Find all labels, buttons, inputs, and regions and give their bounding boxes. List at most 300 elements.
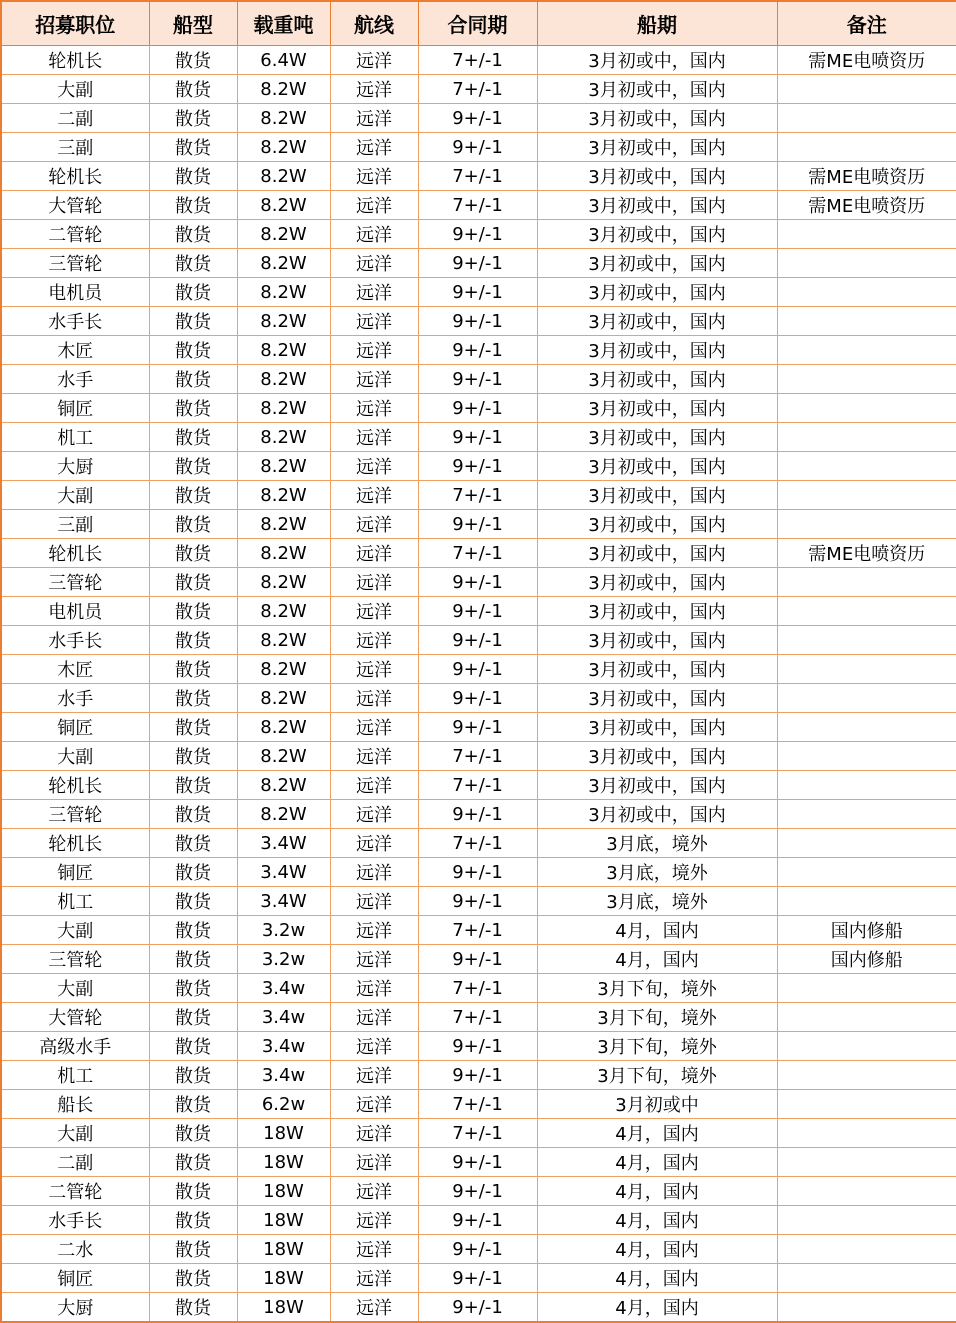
cell-schedule: 4月，国内: [537, 1293, 777, 1323]
cell-schedule: 3月下旬，境外: [537, 1003, 777, 1032]
table-row: [1, 1206, 956, 1235]
table-row: [1, 1003, 956, 1032]
cell-remark: [777, 133, 956, 162]
cell-route: 远洋: [330, 481, 418, 510]
cell-contract: 9+/-1: [418, 1148, 537, 1177]
cell-ship-type: 散货: [149, 1061, 237, 1090]
table-row: [1, 539, 956, 568]
cell-ship-type: 散货: [149, 1206, 237, 1235]
header-row: [1, 1, 956, 46]
cell-position: 二管轮: [1, 220, 149, 249]
header-dwt: 载重吨: [237, 1, 330, 46]
cell-ship-type: 散货: [149, 1090, 237, 1119]
cell-ship-type: 散货: [149, 829, 237, 858]
table-row: [1, 220, 956, 249]
cell-position: 轮机长: [1, 829, 149, 858]
cell-ship-type: 散货: [149, 800, 237, 829]
cell-ship-type: 散货: [149, 249, 237, 278]
cell-remark: [777, 1177, 956, 1206]
cell-route: 远洋: [330, 365, 418, 394]
cell-route: 远洋: [330, 133, 418, 162]
cell-dwt: 8.2W: [237, 481, 330, 510]
cell-schedule: 4月，国内: [537, 916, 777, 945]
cell-schedule: 3月下旬，境外: [537, 1032, 777, 1061]
table-row: [1, 249, 956, 278]
cell-dwt: 3.2w: [237, 945, 330, 974]
table-row: [1, 684, 956, 713]
cell-contract: 9+/-1: [418, 1235, 537, 1264]
table-row: [1, 887, 956, 916]
cell-remark: [777, 974, 956, 1003]
cell-position: 三副: [1, 133, 149, 162]
cell-schedule: 3月初或中: [537, 1090, 777, 1119]
cell-remark: [777, 1293, 956, 1323]
cell-ship-type: 散货: [149, 220, 237, 249]
cell-position: 机工: [1, 423, 149, 452]
cell-remark: 国内修船: [777, 945, 956, 974]
cell-route: 远洋: [330, 75, 418, 104]
cell-remark: [777, 742, 956, 771]
cell-position: 二副: [1, 104, 149, 133]
cell-dwt: 8.2W: [237, 249, 330, 278]
cell-ship-type: 散货: [149, 481, 237, 510]
header-route: 航线: [330, 1, 418, 46]
cell-ship-type: 散货: [149, 162, 237, 191]
cell-remark: [777, 423, 956, 452]
cell-dwt: 8.2W: [237, 75, 330, 104]
cell-schedule: 3月初或中，国内: [537, 249, 777, 278]
cell-schedule: 3月初或中，国内: [537, 742, 777, 771]
cell-route: 远洋: [330, 1235, 418, 1264]
cell-remark: [777, 1119, 956, 1148]
cell-schedule: 3月初或中，国内: [537, 133, 777, 162]
cell-remark: [777, 1032, 956, 1061]
cell-contract: 9+/-1: [418, 655, 537, 684]
cell-remark: [777, 336, 956, 365]
table-row: [1, 858, 956, 887]
cell-schedule: 3月初或中，国内: [537, 568, 777, 597]
cell-dwt: 8.2W: [237, 684, 330, 713]
table-row: [1, 974, 956, 1003]
header-contract: 合同期: [418, 1, 537, 46]
table-row: [1, 46, 956, 75]
cell-contract: 7+/-1: [418, 46, 537, 75]
cell-ship-type: 散货: [149, 46, 237, 75]
cell-ship-type: 散货: [149, 104, 237, 133]
cell-dwt: 8.2W: [237, 626, 330, 655]
cell-route: 远洋: [330, 510, 418, 539]
table-row: [1, 800, 956, 829]
cell-route: 远洋: [330, 800, 418, 829]
cell-contract: 9+/-1: [418, 423, 537, 452]
cell-ship-type: 散货: [149, 133, 237, 162]
cell-schedule: 3月初或中，国内: [537, 597, 777, 626]
cell-remark: [777, 771, 956, 800]
cell-schedule: 4月，国内: [537, 1148, 777, 1177]
cell-schedule: 3月初或中，国内: [537, 423, 777, 452]
cell-dwt: 6.2w: [237, 1090, 330, 1119]
cell-schedule: 3月初或中，国内: [537, 104, 777, 133]
cell-route: 远洋: [330, 1293, 418, 1323]
cell-dwt: 8.2W: [237, 800, 330, 829]
table-row: [1, 510, 956, 539]
cell-ship-type: 散货: [149, 1235, 237, 1264]
cell-ship-type: 散货: [149, 365, 237, 394]
cell-remark: [777, 1148, 956, 1177]
cell-dwt: 3.4W: [237, 858, 330, 887]
cell-position: 三副: [1, 510, 149, 539]
cell-position: 大管轮: [1, 1003, 149, 1032]
cell-ship-type: 散货: [149, 510, 237, 539]
table-row: [1, 133, 956, 162]
cell-contract: 9+/-1: [418, 452, 537, 481]
cell-route: 远洋: [330, 655, 418, 684]
cell-schedule: 3月初或中，国内: [537, 713, 777, 742]
table-row: [1, 75, 956, 104]
cell-position: 铜匠: [1, 394, 149, 423]
table-row: [1, 655, 956, 684]
cell-dwt: 8.2W: [237, 365, 330, 394]
cell-contract: 7+/-1: [418, 481, 537, 510]
cell-schedule: 4月，国内: [537, 1264, 777, 1293]
cell-position: 高级水手: [1, 1032, 149, 1061]
cell-position: 铜匠: [1, 1264, 149, 1293]
cell-remark: [777, 1264, 956, 1293]
cell-ship-type: 散货: [149, 1177, 237, 1206]
cell-route: 远洋: [330, 887, 418, 916]
cell-position: 三管轮: [1, 568, 149, 597]
cell-schedule: 4月，国内: [537, 1119, 777, 1148]
cell-position: 二副: [1, 1148, 149, 1177]
cell-route: 远洋: [330, 771, 418, 800]
table-row: [1, 423, 956, 452]
cell-route: 远洋: [330, 568, 418, 597]
cell-position: 大副: [1, 742, 149, 771]
cell-dwt: 8.2W: [237, 539, 330, 568]
cell-position: 大副: [1, 916, 149, 945]
cell-route: 远洋: [330, 1032, 418, 1061]
cell-position: 机工: [1, 1061, 149, 1090]
cell-ship-type: 散货: [149, 713, 237, 742]
cell-contract: 9+/-1: [418, 278, 537, 307]
cell-schedule: 4月，国内: [537, 1206, 777, 1235]
cell-ship-type: 散货: [149, 684, 237, 713]
cell-schedule: 3月初或中，国内: [537, 771, 777, 800]
cell-contract: 9+/-1: [418, 394, 537, 423]
cell-contract: 9+/-1: [418, 684, 537, 713]
cell-dwt: 18W: [237, 1264, 330, 1293]
cell-position: 二水: [1, 1235, 149, 1264]
cell-ship-type: 散货: [149, 626, 237, 655]
cell-route: 远洋: [330, 278, 418, 307]
cell-dwt: 8.2W: [237, 104, 330, 133]
cell-contract: 7+/-1: [418, 974, 537, 1003]
cell-position: 三管轮: [1, 800, 149, 829]
cell-remark: 国内修船: [777, 916, 956, 945]
cell-remark: [777, 220, 956, 249]
cell-dwt: 18W: [237, 1206, 330, 1235]
cell-ship-type: 散货: [149, 771, 237, 800]
cell-schedule: 3月初或中，国内: [537, 365, 777, 394]
cell-remark: [777, 365, 956, 394]
cell-remark: [777, 1206, 956, 1235]
cell-contract: 9+/-1: [418, 1061, 537, 1090]
cell-contract: 7+/-1: [418, 771, 537, 800]
cell-contract: 7+/-1: [418, 539, 537, 568]
cell-dwt: 3.4W: [237, 887, 330, 916]
cell-contract: 9+/-1: [418, 1293, 537, 1323]
cell-dwt: 3.4W: [237, 829, 330, 858]
cell-schedule: 4月，国内: [537, 1177, 777, 1206]
cell-contract: 9+/-1: [418, 1206, 537, 1235]
cell-position: 船长: [1, 1090, 149, 1119]
cell-route: 远洋: [330, 162, 418, 191]
cell-contract: 9+/-1: [418, 104, 537, 133]
cell-schedule: 3月初或中，国内: [537, 278, 777, 307]
cell-contract: 9+/-1: [418, 249, 537, 278]
cell-position: 三管轮: [1, 945, 149, 974]
cell-schedule: 4月，国内: [537, 1235, 777, 1264]
cell-contract: 9+/-1: [418, 858, 537, 887]
cell-ship-type: 散货: [149, 858, 237, 887]
cell-contract: 9+/-1: [418, 568, 537, 597]
cell-remark: [777, 1003, 956, 1032]
cell-position: 水手: [1, 365, 149, 394]
cell-ship-type: 散货: [149, 1293, 237, 1323]
cell-contract: 9+/-1: [418, 336, 537, 365]
cell-position: 轮机长: [1, 46, 149, 75]
cell-position: 水手: [1, 684, 149, 713]
cell-position: 大副: [1, 75, 149, 104]
table-body: [1, 46, 956, 1323]
cell-ship-type: 散货: [149, 568, 237, 597]
cell-remark: [777, 481, 956, 510]
cell-position: 铜匠: [1, 713, 149, 742]
cell-position: 三管轮: [1, 249, 149, 278]
cell-dwt: 8.2W: [237, 133, 330, 162]
cell-dwt: 6.4W: [237, 46, 330, 75]
cell-contract: 9+/-1: [418, 510, 537, 539]
table-row: [1, 336, 956, 365]
cell-route: 远洋: [330, 1003, 418, 1032]
cell-route: 远洋: [330, 829, 418, 858]
cell-dwt: 8.2W: [237, 568, 330, 597]
cell-route: 远洋: [330, 1177, 418, 1206]
cell-position: 大副: [1, 1119, 149, 1148]
cell-dwt: 8.2W: [237, 162, 330, 191]
cell-dwt: 8.2W: [237, 307, 330, 336]
cell-route: 远洋: [330, 626, 418, 655]
cell-remark: [777, 858, 956, 887]
table-row: [1, 626, 956, 655]
cell-schedule: 3月初或中，国内: [537, 655, 777, 684]
cell-dwt: 8.2W: [237, 452, 330, 481]
table-row: [1, 1090, 956, 1119]
cell-contract: 9+/-1: [418, 887, 537, 916]
cell-schedule: 3月底，境外: [537, 858, 777, 887]
cell-remark: 需ME电喷资历: [777, 539, 956, 568]
cell-remark: [777, 278, 956, 307]
table-row: [1, 278, 956, 307]
cell-ship-type: 散货: [149, 307, 237, 336]
cell-ship-type: 散货: [149, 597, 237, 626]
cell-ship-type: 散货: [149, 1264, 237, 1293]
cell-position: 二管轮: [1, 1177, 149, 1206]
cell-ship-type: 散货: [149, 539, 237, 568]
cell-contract: 7+/-1: [418, 162, 537, 191]
table-row: [1, 162, 956, 191]
cell-route: 远洋: [330, 945, 418, 974]
cell-position: 大管轮: [1, 191, 149, 220]
cell-route: 远洋: [330, 394, 418, 423]
cell-schedule: 3月初或中，国内: [537, 46, 777, 75]
cell-ship-type: 散货: [149, 394, 237, 423]
cell-ship-type: 散货: [149, 452, 237, 481]
cell-remark: 需ME电喷资历: [777, 191, 956, 220]
cell-ship-type: 散货: [149, 1003, 237, 1032]
cell-schedule: 3月初或中，国内: [537, 452, 777, 481]
cell-dwt: 8.2W: [237, 191, 330, 220]
header-position: 招募职位: [1, 1, 149, 46]
cell-contract: 9+/-1: [418, 220, 537, 249]
table-row: [1, 452, 956, 481]
cell-contract: 9+/-1: [418, 597, 537, 626]
cell-position: 木匠: [1, 336, 149, 365]
cell-dwt: 3.2w: [237, 916, 330, 945]
cell-route: 远洋: [330, 713, 418, 742]
cell-contract: 7+/-1: [418, 742, 537, 771]
cell-dwt: 8.2W: [237, 220, 330, 249]
cell-contract: 7+/-1: [418, 1003, 537, 1032]
cell-dwt: 8.2W: [237, 597, 330, 626]
table-row: [1, 829, 956, 858]
cell-route: 远洋: [330, 220, 418, 249]
cell-contract: 7+/-1: [418, 829, 537, 858]
table-row: [1, 916, 956, 945]
cell-dwt: 3.4w: [237, 1061, 330, 1090]
cell-position: 轮机长: [1, 539, 149, 568]
cell-schedule: 3月初或中，国内: [537, 539, 777, 568]
cell-dwt: 18W: [237, 1177, 330, 1206]
table-row: [1, 191, 956, 220]
cell-dwt: 3.4w: [237, 1003, 330, 1032]
cell-contract: 9+/-1: [418, 365, 537, 394]
cell-remark: [777, 510, 956, 539]
cell-contract: 7+/-1: [418, 191, 537, 220]
cell-route: 远洋: [330, 423, 418, 452]
table-row: [1, 1148, 956, 1177]
cell-contract: 7+/-1: [418, 916, 537, 945]
cell-route: 远洋: [330, 1061, 418, 1090]
cell-remark: [777, 655, 956, 684]
cell-remark: [777, 394, 956, 423]
cell-schedule: 3月初或中，国内: [537, 336, 777, 365]
cell-schedule: 3月底，境外: [537, 829, 777, 858]
cell-ship-type: 散货: [149, 191, 237, 220]
cell-route: 远洋: [330, 858, 418, 887]
table-row: [1, 945, 956, 974]
table-row: [1, 742, 956, 771]
table-row: [1, 1032, 956, 1061]
cell-ship-type: 散货: [149, 974, 237, 1003]
cell-contract: 9+/-1: [418, 713, 537, 742]
table-row: [1, 307, 956, 336]
cell-remark: 需ME电喷资历: [777, 46, 956, 75]
table-row: [1, 1177, 956, 1206]
cell-position: 大副: [1, 481, 149, 510]
cell-position: 轮机长: [1, 771, 149, 800]
cell-remark: [777, 75, 956, 104]
cell-contract: 9+/-1: [418, 1177, 537, 1206]
cell-remark: [777, 800, 956, 829]
cell-remark: [777, 249, 956, 278]
table-row: [1, 713, 956, 742]
cell-dwt: 8.2W: [237, 713, 330, 742]
cell-contract: 9+/-1: [418, 945, 537, 974]
cell-remark: [777, 887, 956, 916]
cell-route: 远洋: [330, 1090, 418, 1119]
cell-position: 电机员: [1, 597, 149, 626]
cell-ship-type: 散货: [149, 655, 237, 684]
table-row: [1, 1119, 956, 1148]
cell-route: 远洋: [330, 307, 418, 336]
table-row: [1, 365, 956, 394]
header-schedule: 船期: [537, 1, 777, 46]
cell-dwt: 3.4w: [237, 1032, 330, 1061]
cell-ship-type: 散货: [149, 1148, 237, 1177]
cell-remark: 需ME电喷资历: [777, 162, 956, 191]
cell-contract: 7+/-1: [418, 75, 537, 104]
cell-remark: [777, 307, 956, 336]
cell-schedule: 3月初或中，国内: [537, 800, 777, 829]
cell-route: 远洋: [330, 46, 418, 75]
cell-position: 水手长: [1, 1206, 149, 1235]
cell-route: 远洋: [330, 1119, 418, 1148]
cell-position: 大厨: [1, 452, 149, 481]
cell-ship-type: 散货: [149, 336, 237, 365]
cell-remark: [777, 1235, 956, 1264]
cell-ship-type: 散货: [149, 742, 237, 771]
cell-schedule: 3月初或中，国内: [537, 162, 777, 191]
cell-remark: [777, 1061, 956, 1090]
cell-contract: 7+/-1: [418, 1090, 537, 1119]
cell-ship-type: 散货: [149, 916, 237, 945]
cell-remark: [777, 684, 956, 713]
cell-remark: [777, 1090, 956, 1119]
table-row: [1, 1264, 956, 1293]
table-row: [1, 394, 956, 423]
table-row: [1, 1235, 956, 1264]
cell-schedule: 3月下旬，境外: [537, 1061, 777, 1090]
cell-position: 电机员: [1, 278, 149, 307]
cell-schedule: 4月，国内: [537, 945, 777, 974]
table-row: [1, 597, 956, 626]
cell-remark: [777, 829, 956, 858]
table-row: [1, 1061, 956, 1090]
cell-contract: 9+/-1: [418, 1264, 537, 1293]
cell-remark: [777, 452, 956, 481]
header-remark: 备注: [777, 1, 956, 46]
cell-ship-type: 散货: [149, 75, 237, 104]
cell-dwt: 8.2W: [237, 278, 330, 307]
cell-route: 远洋: [330, 191, 418, 220]
cell-contract: 9+/-1: [418, 626, 537, 655]
cell-route: 远洋: [330, 249, 418, 278]
cell-remark: [777, 104, 956, 133]
cell-position: 大厨: [1, 1293, 149, 1323]
cell-position: 水手长: [1, 307, 149, 336]
cell-route: 远洋: [330, 742, 418, 771]
